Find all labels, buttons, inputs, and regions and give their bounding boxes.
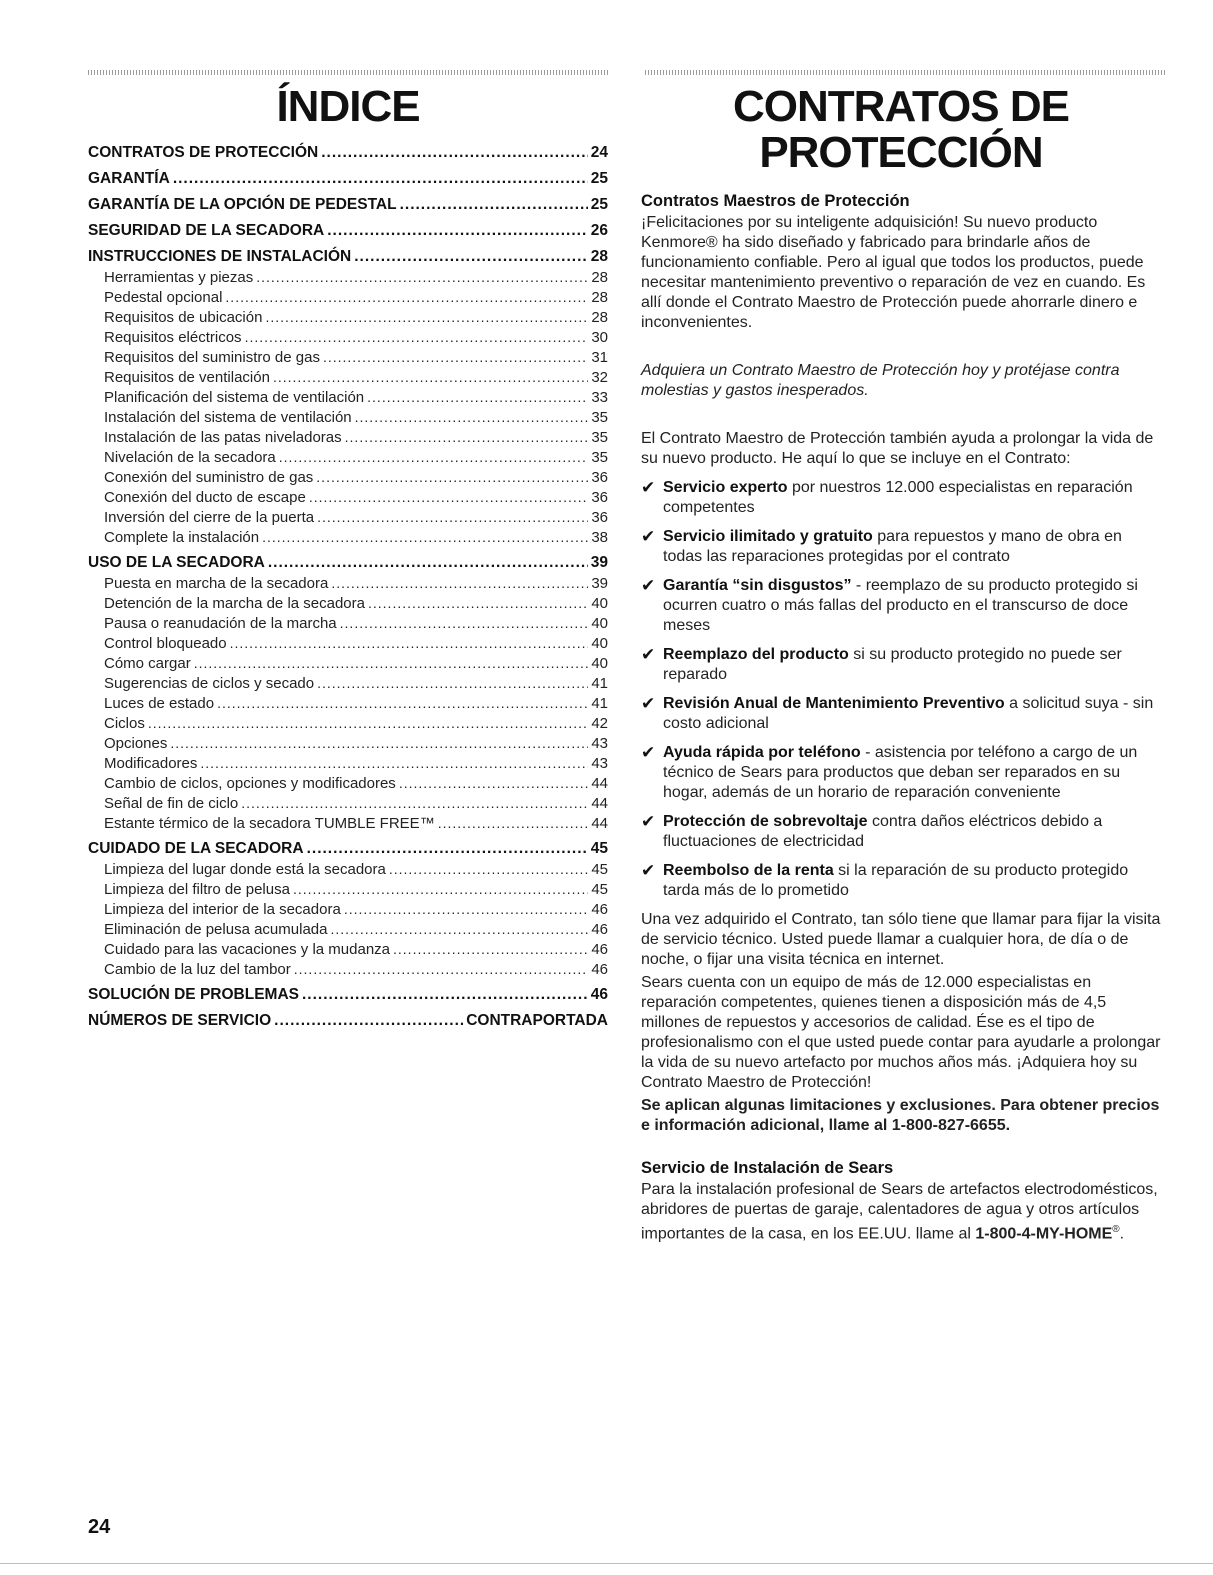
toc-entry	[88, 960, 608, 980]
toc-leader-dots	[225, 290, 588, 305]
toc-leader-dots	[302, 986, 588, 1003]
toc-entry	[88, 468, 608, 488]
toc-entry	[88, 900, 608, 920]
toc-leader-dots	[321, 144, 588, 161]
toc-entry-page: 38	[591, 529, 608, 546]
toc-leader-dots	[217, 696, 588, 711]
master-contracts-heading: Contratos Maestros de Protección	[641, 192, 910, 210]
toc-entry-label: GARANTÍA	[88, 170, 170, 187]
toc-entry	[88, 880, 608, 900]
toc-leader-dots	[194, 656, 589, 671]
toc-entry-label: Cambio de la luz del tambor	[104, 961, 291, 978]
toc-entry-label: Pedestal opcional	[104, 289, 223, 306]
toc-entry-page: 45	[590, 840, 608, 857]
benefit-description: - reemplazo de su producto protegido si ocurren cuatro o más fallas del producto en el transcurso de doce meses	[663, 577, 1138, 634]
toc-entry-label: Requisitos del suministro de gas	[104, 349, 320, 366]
benefit-item	[641, 694, 1161, 734]
toc-entry-page: 28	[591, 309, 608, 326]
toc-entry-page: 42	[591, 715, 608, 732]
toc-column	[88, 84, 608, 1032]
toc-entry-label: Conexión del suministro de gas	[104, 469, 314, 486]
toc-entry	[88, 368, 608, 388]
toc-leader-dots	[438, 816, 589, 831]
toc-leader-dots	[307, 840, 588, 857]
toc-entry-page: 46	[591, 941, 608, 958]
toc-entry-page: 28	[591, 269, 608, 286]
toc-entry-page: 44	[591, 775, 608, 792]
toc-entry	[88, 674, 608, 694]
toc-entry-page: 45	[591, 861, 608, 878]
toc-entry-label: Limpieza del lugar donde está la secadora	[104, 861, 386, 878]
toc-leader-dots	[241, 796, 588, 811]
toc-entry-label: CONTRATOS DE PROTECCIÓN	[88, 144, 319, 161]
toc-entry-page: 33	[591, 389, 608, 406]
toc-entry-label: INSTRUCCIONES DE INSTALACIÓN	[88, 248, 352, 265]
toc-leader-dots	[368, 596, 588, 611]
toc-entry-page: 30	[591, 329, 608, 346]
toc-entry-page: 26	[590, 222, 608, 239]
toc-entry-page: 39	[590, 554, 608, 571]
registered-mark: ®	[1112, 1224, 1120, 1235]
toc-entry-label: Instalación del sistema de ventilación	[104, 409, 352, 426]
benefit-item	[641, 812, 1161, 852]
benefit-description: contra daños eléctricos debido a fluctuaciones de electricidad	[663, 813, 1103, 850]
toc-entry-page: 40	[591, 595, 608, 612]
toc-entry-page: 44	[591, 815, 608, 832]
intro-paragraph: ¡Felicitaciones por su inteligente adquisición! Su nuevo producto Kenmore® ha sido diseñado y fabricado para brindarle años de funcionamiento confiable. Pero al igual que todos los productos, puede necesitar mantenimiento preventivo o reparación de vez en cuando. Es allí donde el Contrato Maestro de Protección puede ahorrarle dinero e inconvenientes.	[641, 214, 1146, 331]
toc-entry-label: CUIDADO DE LA SECADORA	[88, 840, 304, 857]
toc-entry-page: 39	[591, 575, 608, 592]
benefit-title: Reemplazo del producto	[663, 646, 849, 663]
toc-entry-label: Cuidado para las vacaciones y la mudanza	[104, 941, 391, 958]
toc-entry	[88, 348, 608, 368]
checkmark-icon: ✔	[641, 743, 656, 762]
toc-entry	[88, 734, 608, 754]
toc-entry	[88, 308, 608, 328]
toc-entry-page: 25	[590, 170, 608, 187]
installation-paragraph	[641, 1180, 1161, 1244]
toc-entry-page: 43	[591, 735, 608, 752]
toc-leader-dots	[345, 430, 589, 445]
toc-entry-label: GARANTÍA DE LA OPCIÓN DE PEDESTAL	[88, 196, 397, 213]
benefit-item	[641, 576, 1161, 636]
toc-entry-page: 31	[591, 349, 608, 366]
toc-entry-label: Luces de estado	[104, 695, 215, 712]
page-number: 24	[88, 1516, 111, 1538]
benefit-title: Servicio experto	[663, 479, 788, 496]
checkmark-icon: ✔	[641, 812, 656, 831]
installation-text: Para la instalación profesional de Sears de artefactos electrodomésticos, abridores de puertas de garaje, calentadores de agua y otros artículos importantes de la casa, en los EE.UU. llame al	[641, 1181, 1158, 1243]
benefit-description: a solicitud suya - sin costo adicional	[663, 695, 1154, 732]
toc-leader-dots	[230, 636, 589, 651]
toc-leader-dots	[273, 370, 588, 385]
toc-leader-dots	[344, 902, 589, 917]
toc-leader-dots	[355, 410, 589, 425]
toc-entry-page: 35	[591, 409, 608, 426]
toc-entry-page: 36	[591, 509, 608, 526]
toc-entry-label: Herramientas y piezas	[104, 269, 254, 286]
checkmark-icon: ✔	[641, 527, 656, 546]
toc-entry	[88, 1009, 608, 1032]
toc-entry-page: 36	[591, 469, 608, 486]
toc-entry-page: 46	[591, 961, 608, 978]
toc-leader-dots	[331, 576, 588, 591]
benefit-item	[641, 645, 1161, 685]
toc-leader-dots	[340, 616, 589, 631]
toc-leader-dots	[200, 756, 588, 771]
toc-leader-dots	[262, 530, 588, 545]
toc-entry	[88, 754, 608, 774]
toc-entry-label: Detención de la marcha de la secadora	[104, 595, 365, 612]
bottom-rule	[0, 1563, 1213, 1564]
benefit-text	[663, 812, 1161, 852]
toc-leader-dots	[317, 676, 588, 691]
toc-entry-page: 43	[591, 755, 608, 772]
toc-entry-label: Limpieza del filtro de pelusa	[104, 881, 290, 898]
toc-leader-dots	[170, 736, 588, 751]
toc-entry-label: Requisitos de ventilación	[104, 369, 270, 386]
installation-heading: Servicio de Instalación de Sears	[641, 1159, 894, 1177]
toc-entry-label: Requisitos eléctricos	[104, 329, 242, 346]
toc-entry	[88, 219, 608, 242]
toc-entry-label: Ciclos	[104, 715, 145, 732]
toc-entry	[88, 428, 608, 448]
toc-leader-dots	[316, 470, 588, 485]
toc-entry	[88, 694, 608, 714]
checkmark-icon: ✔	[641, 576, 656, 595]
toc-entry-page: 44	[591, 795, 608, 812]
toc-entry-label: Requisitos de ubicación	[104, 309, 263, 326]
benefit-text	[663, 527, 1161, 567]
toc-entry-label: Limpieza del interior de la secadora	[104, 901, 341, 918]
benefit-text	[663, 861, 1161, 901]
checkmark-icon: ✔	[641, 694, 656, 713]
toc-entry-label: Instalación de las patas niveladoras	[104, 429, 342, 446]
installation-phone: 1-800-4-MY-HOME	[975, 1225, 1113, 1243]
toc-entry	[88, 488, 608, 508]
toc-leader-dots	[323, 350, 588, 365]
toc-entry-page: 46	[591, 901, 608, 918]
toc-entry	[88, 448, 608, 468]
toc-entry-label: Cambio de ciclos, opciones y modificadores	[104, 775, 396, 792]
toc-entry	[88, 528, 608, 548]
toc-entry	[88, 574, 608, 594]
toc-entry-label: SEGURIDAD DE LA SECADORA	[88, 222, 325, 239]
toc-entry-page: 35	[591, 429, 608, 446]
toc-entry-label: Cómo cargar	[104, 655, 191, 672]
toc-entry-page: 41	[591, 695, 608, 712]
toc-entry	[88, 634, 608, 654]
toc-entry-label: Puesta en marcha de la secadora	[104, 575, 329, 592]
toc-entry-page: 40	[591, 635, 608, 652]
toc-entry	[88, 794, 608, 814]
toc-entry-label: Control bloqueado	[104, 635, 227, 652]
toc-leader-dots	[279, 450, 589, 465]
toc-leader-dots	[294, 962, 589, 977]
toc-leader-dots	[389, 862, 588, 877]
toc-entry	[88, 920, 608, 940]
toc-entry	[88, 167, 608, 190]
benefit-title: Revisión Anual de Mantenimiento Preventivo	[663, 695, 1005, 712]
toc-leader-dots	[400, 196, 588, 213]
toc-leader-dots	[173, 170, 588, 187]
toc-entry-page: CONTRAPORTADA	[466, 1012, 608, 1029]
benefit-item	[641, 743, 1161, 803]
toc-entry	[88, 388, 608, 408]
toc-leader-dots	[393, 942, 588, 957]
toc-entry	[88, 614, 608, 634]
toc-entry	[88, 245, 608, 268]
toc-entry	[88, 814, 608, 834]
includes-intro: El Contrato Maestro de Protección también ayuda a prolongar la vida de su nuevo producto. He aquí lo que se incluye en el Contrato:	[641, 430, 1154, 467]
benefit-description: si su producto protegido no puede ser reparado	[663, 646, 1122, 683]
toc-entry-page: 24	[590, 144, 608, 161]
toc-entry-label: Nivelación de la secadora	[104, 449, 276, 466]
benefit-description: por nuestros 12.000 especialistas en reparación competentes	[663, 479, 1133, 516]
toc-entry	[88, 940, 608, 960]
toc-entry-page: 40	[591, 655, 608, 672]
toc-entry-page: 46	[591, 921, 608, 938]
contracts-title-line1: CONTRATOS DE	[733, 82, 1069, 131]
toc-entry-label: Estante térmico de la secadora TUMBLE FREE™	[104, 815, 435, 832]
toc-entry-label: Complete la instalación	[104, 529, 260, 546]
benefit-title: Ayuda rápida por teléfono	[663, 744, 861, 761]
toc-entry	[88, 193, 608, 216]
toc-entry	[88, 328, 608, 348]
benefit-title: Garantía “sin disgustos”	[663, 577, 852, 594]
benefit-text	[663, 743, 1161, 803]
toc-leader-dots	[268, 554, 588, 571]
toc-leader-dots	[309, 490, 589, 505]
toc-entry-label: SOLUCIÓN DE PROBLEMAS	[88, 986, 299, 1003]
toc-entry-page: 28	[591, 289, 608, 306]
benefit-text	[663, 694, 1161, 734]
toc-entry	[88, 983, 608, 1006]
checkmark-icon: ✔	[641, 645, 656, 664]
benefit-description: si la reparación de su producto protegido tarda más de lo prometido	[663, 862, 1129, 899]
toc-entry-page: 32	[591, 369, 608, 386]
toc-leader-dots	[265, 310, 588, 325]
sears-team-paragraph: Sears cuenta con un equipo de más de 12.000 especialistas en reparación competentes, quienes tienen a disposición más de 4,5 millones de repuestos y accesorios de calidad. Ése es el tipo de profesionalismo con el que usted puede contar para ayudarle a prolongar la vida de su nuevo artefacto por muchos años más. ¡Adquiera hoy su Contrato Maestro de Protección!	[641, 974, 1161, 1091]
contracts-title-line2: PROTECCIÓN	[759, 128, 1043, 177]
top-rule-right	[645, 70, 1165, 75]
toc-entry-label: NÚMEROS DE SERVICIO	[88, 1012, 272, 1029]
toc-entry-page: 28	[590, 248, 608, 265]
toc-entry-label: Opciones	[104, 735, 168, 752]
toc-entry	[88, 594, 608, 614]
toc-leader-dots	[367, 390, 588, 405]
toc-entry	[88, 268, 608, 288]
benefit-item	[641, 527, 1161, 567]
checkmark-icon: ✔	[641, 861, 656, 880]
limitations-notice: Se aplican algunas limitaciones y exclusiones. Para obtener precios e información adicional, llame al 1-800-827-6655.	[641, 1097, 1160, 1134]
contracts-column	[641, 84, 1161, 1244]
toc-entry-page: 36	[591, 489, 608, 506]
benefit-description: - asistencia por teléfono a cargo de un técnico de Sears para productos que deban ser reparados en su hogar, además de un horario de reparación conveniente	[663, 744, 1138, 801]
toc-entry-page: 45	[591, 881, 608, 898]
toc-entry-label: Inversión del cierre de la puerta	[104, 509, 315, 526]
toc-entry	[88, 774, 608, 794]
toc-entry-page: 41	[591, 675, 608, 692]
checkmark-icon: ✔	[641, 478, 656, 497]
benefit-title: Protección de sobrevoltaje	[663, 813, 868, 830]
toc-entry-label: Conexión del ducto de escape	[104, 489, 306, 506]
benefit-title: Servicio ilimitado y gratuito	[663, 528, 873, 545]
toc-entry	[88, 408, 608, 428]
benefit-item	[641, 478, 1161, 518]
toc-entry-label: Planificación del sistema de ventilación	[104, 389, 365, 406]
toc-entry	[88, 654, 608, 674]
toc-entry	[88, 141, 608, 164]
toc-entry-page: 25	[590, 196, 608, 213]
toc-entry-label: Señal de fin de ciclo	[104, 795, 239, 812]
toc-leader-dots	[148, 716, 588, 731]
toc-entry-label: Eliminación de pelusa acumulada	[104, 921, 328, 938]
toc-entry-page: 35	[591, 449, 608, 466]
toc-leader-dots	[245, 330, 589, 345]
toc-entry	[88, 837, 608, 860]
top-rule-left	[88, 70, 608, 75]
installation-end: .	[1119, 1225, 1125, 1243]
italic-note: Adquiera un Contrato Maestro de Protección hoy y protéjase contra molestias y gastos inesperados.	[641, 362, 1120, 399]
toc-leader-dots	[330, 922, 588, 937]
toc-leader-dots	[317, 510, 588, 525]
toc-leader-dots	[327, 222, 588, 239]
toc-entry-label: USO DE LA SECADORA	[88, 554, 265, 571]
toc-leader-dots	[274, 1012, 463, 1029]
toc-title: ÍNDICE	[276, 82, 420, 131]
toc-leader-dots	[293, 882, 588, 897]
toc-entry	[88, 551, 608, 574]
toc-list	[88, 141, 608, 1032]
toc-entry-label: Sugerencias de ciclos y secado	[104, 675, 315, 692]
after-purchase-paragraph: Una vez adquirido el Contrato, tan sólo tiene que llamar para fijar la visita de servicio técnico. Usted puede llamar a cualquier hora, de día o de noche, o fijar una visita técnica en internet.	[641, 911, 1161, 968]
benefit-text	[663, 576, 1161, 636]
contracts-title	[641, 84, 1161, 176]
toc-entry	[88, 860, 608, 880]
benefits-list	[641, 478, 1161, 901]
toc-entry	[88, 714, 608, 734]
toc-leader-dots	[256, 270, 588, 285]
benefit-item	[641, 861, 1161, 901]
toc-entry-label: Pausa o reanudación de la marcha	[104, 615, 337, 632]
toc-entry	[88, 288, 608, 308]
toc-entry	[88, 508, 608, 528]
benefit-text	[663, 478, 1161, 518]
benefit-title: Reembolso de la renta	[663, 862, 834, 879]
toc-leader-dots	[354, 248, 588, 265]
toc-entry-label: Modificadores	[104, 755, 198, 772]
benefit-description: para repuestos y mano de obra en todas las reparaciones protegidas por el contrato	[663, 528, 1122, 565]
toc-leader-dots	[399, 776, 589, 791]
toc-entry-page: 40	[591, 615, 608, 632]
benefit-text	[663, 645, 1161, 685]
toc-entry-page: 46	[590, 986, 608, 1003]
